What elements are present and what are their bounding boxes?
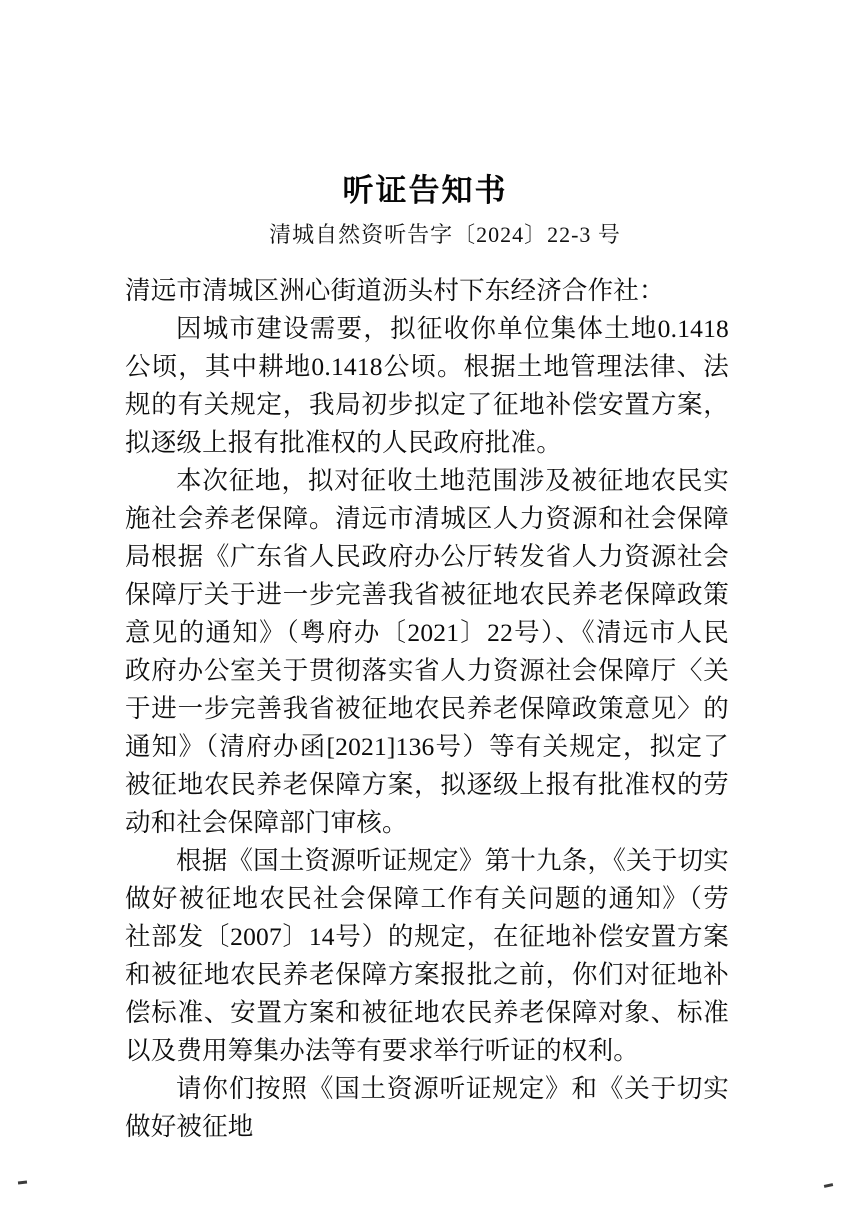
scan-corner-mark-left <box>18 1181 27 1185</box>
document-serial-number: 清城自然资听告字〔2024〕22-3 号 <box>269 222 621 247</box>
page-title: 听证告知书 <box>342 172 508 208</box>
scan-corner-mark-right <box>824 1183 833 1188</box>
document-body <box>125 272 729 1146</box>
addressee-line: 清远市清城区洲心街道沥头村下东经济合作社： <box>125 276 665 305</box>
body-paragraph-1: 因城市建设需要，拟征收你单位集体土地0.1418公顷，其中耕地0.1418公顷。根据土地管理法律、法规的有关规定，我局初步拟定了征地补偿安置方案，拟逐级上报有批准权的人民政府批准。 <box>125 314 729 457</box>
body-paragraph-4: 请你们按照《国土资源听证规定》和《关于切实做好被征地 <box>125 1074 729 1141</box>
body-paragraph-2: 本次征地，拟对征收土地范围涉及被征地农民实施社会养老保障。清远市清城区人力资源和社会保障局根据《广东省人民政府办公厅转发省人力资源社会保障厅关于进一步完善我省被征地农民养老保障政策意见的通知》（粤府办〔2021〕22号）、《清远市人民政府办公室关于贯彻落实省人力资源社会保障厅〈关于进一步完善我省被征地农民养老保障政策意见〉的通知》（清府办函[2021]136号）等有关规定，拟定了被征地农民养老保障方案，拟逐级上报有批准权的劳动和社会保障部门审核。 <box>125 466 729 837</box>
body-paragraph-3: 根据《国土资源听证规定》第十九条，《关于切实做好被征地农民社会保障工作有关问题的通知》（劳社部发〔2007〕14号）的规定，在征地补偿安置方案和被征地农民养老保障方案报批之前，你们对征地补偿标准、安置方案和被征地农民养老保障对象、标准以及费用筹集办法等有要求举行听证的权利。 <box>125 846 729 1065</box>
